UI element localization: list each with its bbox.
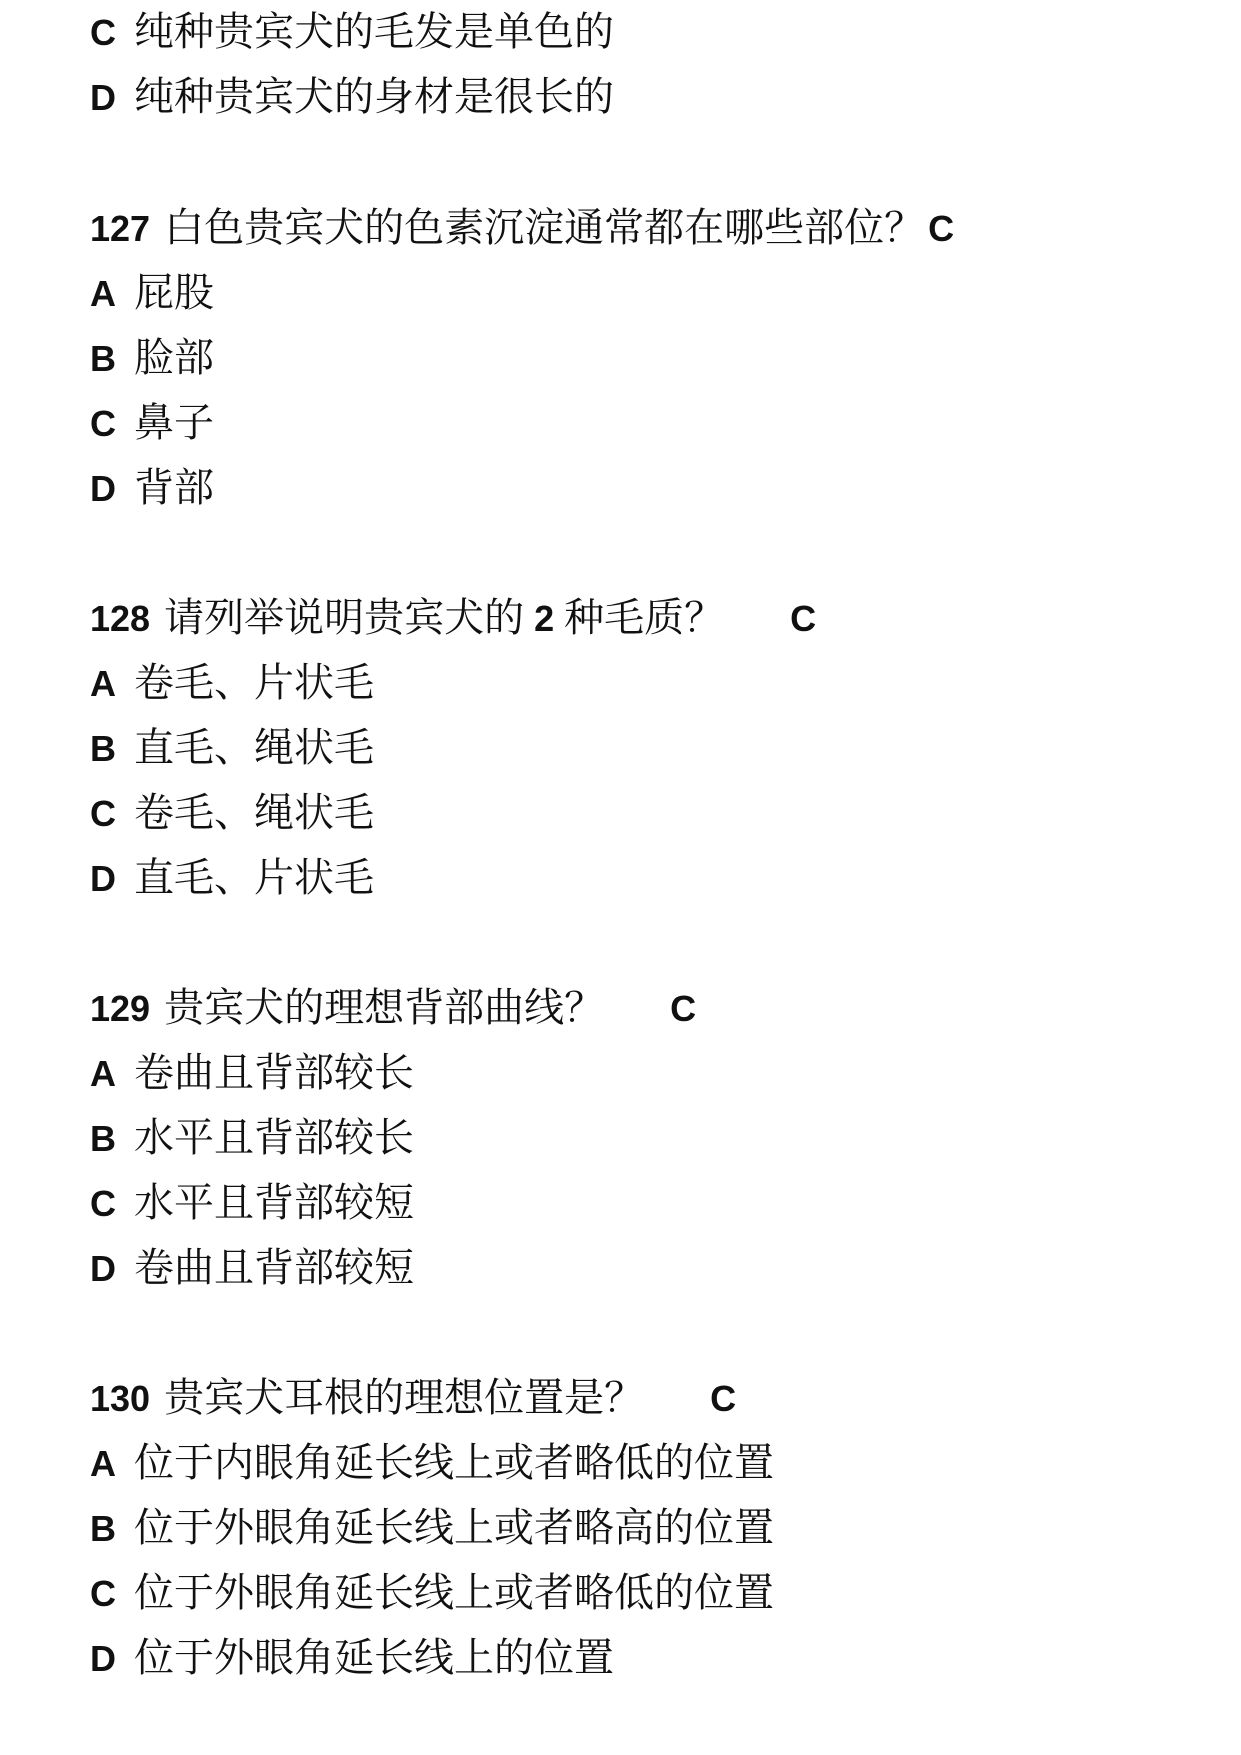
question-130	[90, 1366, 1190, 1691]
option-text: 背部	[134, 465, 214, 511]
question-number: 128	[90, 598, 151, 639]
option-letter: D	[90, 77, 116, 118]
question-text: 贵宾犬耳根的理想位置是？	[164, 1375, 645, 1421]
question-line	[90, 976, 1190, 1041]
option-d	[90, 65, 1190, 130]
question-number: 127	[90, 208, 151, 249]
answer-key: C	[790, 598, 817, 639]
option-a	[90, 1041, 1190, 1106]
question-text: 请列举说明贵宾犬的	[164, 595, 525, 641]
option-text: 屁股	[134, 270, 214, 316]
question-line	[90, 586, 1190, 651]
option-a	[90, 1431, 1190, 1496]
option-letter: C	[90, 793, 116, 834]
question-number: 129	[90, 988, 151, 1029]
previous-question-options	[90, 0, 1190, 130]
option-b	[90, 326, 1190, 391]
option-b	[90, 1496, 1190, 1561]
option-letter: D	[90, 468, 116, 509]
answer-key: C	[670, 988, 697, 1029]
option-d	[90, 846, 1190, 911]
option-letter: C	[90, 1183, 116, 1224]
option-letter: A	[90, 663, 116, 704]
option-letter: B	[90, 1118, 116, 1159]
option-text: 卷毛、片状毛	[134, 660, 374, 706]
option-letter: A	[90, 273, 116, 314]
option-c	[90, 1171, 1190, 1236]
question-text: 贵宾犬的理想背部曲线？	[164, 985, 605, 1031]
option-d	[90, 1626, 1190, 1691]
question-line	[90, 1366, 1190, 1431]
option-letter: B	[90, 728, 116, 769]
question-text-end: 种毛质？	[564, 595, 725, 641]
question-129	[90, 976, 1190, 1301]
option-letter: B	[90, 338, 116, 379]
option-text: 卷毛、绳状毛	[134, 790, 374, 836]
option-d	[90, 1236, 1190, 1301]
question-number: 130	[90, 1378, 151, 1419]
option-c	[90, 781, 1190, 846]
question-inline-number: 2	[534, 598, 555, 639]
option-text: 位于外眼角延长线上或者略低的位置	[134, 1570, 774, 1616]
option-text: 直毛、片状毛	[134, 855, 374, 901]
option-c	[90, 0, 1190, 65]
question-line	[90, 196, 1190, 261]
answer-key: C	[710, 1378, 737, 1419]
option-c	[90, 391, 1190, 456]
option-text: 纯种贵宾犬的身材是很长的	[134, 74, 614, 120]
option-text: 纯种贵宾犬的毛发是单色的	[134, 9, 614, 55]
option-letter: D	[90, 1248, 116, 1289]
option-letter: C	[90, 12, 116, 53]
option-text: 水平且背部较短	[134, 1180, 414, 1226]
option-text: 位于外眼角延长线上或者略高的位置	[134, 1505, 774, 1551]
option-c	[90, 1561, 1190, 1626]
option-d	[90, 456, 1190, 521]
option-letter: A	[90, 1443, 116, 1484]
option-text: 直毛、绳状毛	[134, 725, 374, 771]
option-a	[90, 651, 1190, 716]
option-b	[90, 1106, 1190, 1171]
option-letter: C	[90, 1573, 116, 1614]
answer-key: C	[928, 208, 955, 249]
option-b	[90, 716, 1190, 781]
question-128	[90, 586, 1190, 911]
option-letter: D	[90, 1638, 116, 1679]
option-letter: D	[90, 858, 116, 899]
option-letter: C	[90, 403, 116, 444]
option-a	[90, 261, 1190, 326]
option-letter: A	[90, 1053, 116, 1094]
option-text: 位于内眼角延长线上或者略低的位置	[134, 1440, 774, 1486]
question-text: 白色贵宾犬的色素沉淀通常都在哪些部位？	[164, 205, 925, 251]
question-127	[90, 196, 1190, 521]
option-text: 脸部	[134, 335, 214, 381]
option-text: 水平且背部较长	[134, 1115, 414, 1161]
option-letter: B	[90, 1508, 116, 1549]
option-text: 卷曲且背部较短	[134, 1245, 414, 1291]
option-text: 卷曲且背部较长	[134, 1050, 414, 1096]
option-text: 位于外眼角延长线上的位置	[134, 1635, 614, 1681]
option-text: 鼻子	[134, 400, 214, 446]
